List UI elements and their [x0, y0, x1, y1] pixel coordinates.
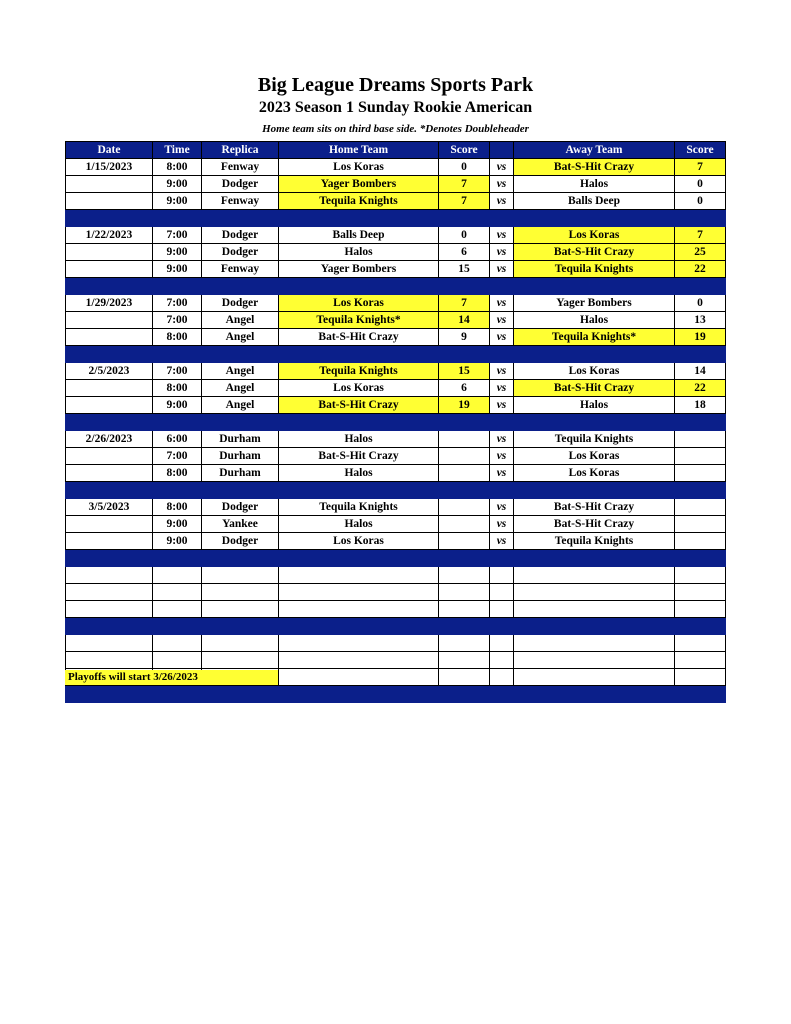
- separator-cell: [490, 550, 514, 567]
- game-row: [66, 431, 726, 448]
- home-team-cell: Tequila Knights: [279, 363, 439, 380]
- home-team-cell: Yager Bombers: [279, 261, 439, 278]
- empty-cell: [514, 567, 675, 584]
- separator-cell: [279, 414, 439, 431]
- date-cell: [66, 329, 153, 346]
- empty-cell: [153, 635, 202, 652]
- separator-cell: [66, 482, 153, 499]
- home-team-cell: Tequila Knights: [279, 499, 439, 516]
- separator-cell: [202, 550, 279, 567]
- game-row: [66, 380, 726, 397]
- date-cell: [66, 465, 153, 482]
- replica-cell: Angel: [202, 380, 279, 397]
- empty-cell: [514, 669, 675, 686]
- home-score-cell: [439, 448, 490, 465]
- vs-cell: vs: [490, 380, 514, 397]
- time-cell: 8:00: [153, 329, 202, 346]
- home-team-cell: Balls Deep: [279, 227, 439, 244]
- away-team-cell: Balls Deep: [514, 193, 675, 210]
- home-score-cell: 9: [439, 329, 490, 346]
- game-row: [66, 448, 726, 465]
- home-score-cell: 15: [439, 363, 490, 380]
- separator-cell: [675, 686, 726, 703]
- vs-cell: vs: [490, 261, 514, 278]
- home-team-cell: Halos: [279, 516, 439, 533]
- vs-cell: vs: [490, 193, 514, 210]
- separator-cell: [202, 414, 279, 431]
- separator-cell: [490, 414, 514, 431]
- date-cell: [66, 244, 153, 261]
- replica-cell: Fenway: [202, 261, 279, 278]
- separator-row: [66, 346, 726, 363]
- date-cell: 3/5/2023: [66, 499, 153, 516]
- vs-cell: vs: [490, 176, 514, 193]
- home-score-cell: 6: [439, 244, 490, 261]
- empty-row: [66, 567, 726, 584]
- separator-cell: [153, 414, 202, 431]
- time-cell: 7:00: [153, 363, 202, 380]
- date-cell: [66, 397, 153, 414]
- vs-cell: vs: [490, 465, 514, 482]
- col-header-home-score: Score: [439, 142, 490, 159]
- separator-row: [66, 278, 726, 295]
- replica-cell: Angel: [202, 312, 279, 329]
- date-cell: [66, 176, 153, 193]
- separator-cell: [675, 618, 726, 635]
- game-row: [66, 295, 726, 312]
- empty-row: [66, 635, 726, 652]
- time-cell: 7:00: [153, 448, 202, 465]
- separator-cell: [514, 278, 675, 295]
- separator-cell: [153, 550, 202, 567]
- separator-cell: [514, 346, 675, 363]
- game-row: [66, 193, 726, 210]
- time-cell: 8:00: [153, 159, 202, 176]
- schedule-body: [66, 159, 726, 703]
- home-score-cell: [439, 533, 490, 550]
- separator-cell: [514, 414, 675, 431]
- game-row: [66, 533, 726, 550]
- home-score-cell: [439, 499, 490, 516]
- separator-cell: [490, 482, 514, 499]
- away-team-cell: Tequila Knights: [514, 261, 675, 278]
- separator-cell: [675, 210, 726, 227]
- empty-cell: [675, 601, 726, 618]
- separator-row: [66, 210, 726, 227]
- separator-cell: [279, 618, 439, 635]
- separator-cell: [514, 482, 675, 499]
- empty-cell: [490, 669, 514, 686]
- separator-cell: [675, 278, 726, 295]
- home-team-cell: Bat-S-Hit Crazy: [279, 397, 439, 414]
- home-score-cell: 7: [439, 295, 490, 312]
- time-cell: 9:00: [153, 193, 202, 210]
- home-score-cell: 14: [439, 312, 490, 329]
- date-cell: [66, 193, 153, 210]
- home-team-cell: Los Koras: [279, 295, 439, 312]
- away-team-cell: Bat-S-Hit Crazy: [514, 499, 675, 516]
- separator-cell: [279, 686, 439, 703]
- page-title: Big League Dreams Sports Park: [257, 74, 534, 96]
- empty-cell: [153, 567, 202, 584]
- away-team-cell: Bat-S-Hit Crazy: [514, 159, 675, 176]
- home-team-cell: Halos: [279, 465, 439, 482]
- vs-cell: vs: [490, 312, 514, 329]
- home-score-cell: 15: [439, 261, 490, 278]
- separator-row: [66, 414, 726, 431]
- vs-cell: vs: [490, 516, 514, 533]
- empty-cell: [279, 635, 439, 652]
- away-score-cell: 0: [675, 176, 726, 193]
- empty-cell: [439, 669, 490, 686]
- away-score-cell: 13: [675, 312, 726, 329]
- separator-cell: [439, 278, 490, 295]
- away-team-cell: Los Koras: [514, 363, 675, 380]
- game-row: [66, 227, 726, 244]
- separator-cell: [514, 550, 675, 567]
- vs-cell: vs: [490, 448, 514, 465]
- col-header-replica: Replica: [202, 142, 279, 159]
- game-row: [66, 159, 726, 176]
- replica-cell: Angel: [202, 329, 279, 346]
- empty-cell: [490, 584, 514, 601]
- separator-cell: [675, 550, 726, 567]
- date-cell: [66, 516, 153, 533]
- col-header-date: Date: [66, 142, 153, 159]
- home-score-cell: [439, 465, 490, 482]
- home-team-cell: Los Koras: [279, 380, 439, 397]
- away-score-cell: 22: [675, 261, 726, 278]
- separator-cell: [279, 278, 439, 295]
- replica-cell: Fenway: [202, 159, 279, 176]
- away-score-cell: 0: [675, 295, 726, 312]
- empty-cell: [514, 584, 675, 601]
- away-team-cell: Bat-S-Hit Crazy: [514, 516, 675, 533]
- separator-cell: [153, 210, 202, 227]
- separator-cell: [66, 550, 153, 567]
- game-row: [66, 397, 726, 414]
- separator-cell: [153, 482, 202, 499]
- replica-cell: Durham: [202, 465, 279, 482]
- replica-cell: Dodger: [202, 176, 279, 193]
- vs-cell: vs: [490, 159, 514, 176]
- separator-row: [66, 686, 726, 703]
- separator-cell: [66, 686, 153, 703]
- empty-row: [66, 601, 726, 618]
- home-score-cell: 6: [439, 380, 490, 397]
- empty-cell: [675, 567, 726, 584]
- away-score-cell: [675, 499, 726, 516]
- separator-row: [66, 618, 726, 635]
- away-team-cell: Los Koras: [514, 448, 675, 465]
- empty-cell: [439, 601, 490, 618]
- empty-cell: [66, 635, 153, 652]
- separator-cell: [202, 210, 279, 227]
- date-cell: [66, 380, 153, 397]
- separator-cell: [490, 686, 514, 703]
- vs-cell: vs: [490, 397, 514, 414]
- separator-cell: [675, 346, 726, 363]
- empty-cell: [514, 601, 675, 618]
- separator-cell: [279, 482, 439, 499]
- empty-cell: [439, 652, 490, 669]
- time-cell: 6:00: [153, 431, 202, 448]
- home-team-cell: Halos: [279, 431, 439, 448]
- separator-row: [66, 550, 726, 567]
- col-header-away-team: Away Team: [514, 142, 675, 159]
- game-row: [66, 516, 726, 533]
- empty-cell: [279, 567, 439, 584]
- schedule-note: Home team sits on third base side. *Denotes Doubleheader: [262, 123, 529, 135]
- empty-cell: [279, 584, 439, 601]
- replica-cell: Dodger: [202, 499, 279, 516]
- empty-cell: [202, 635, 279, 652]
- date-cell: 1/22/2023: [66, 227, 153, 244]
- empty-cell: [514, 652, 675, 669]
- separator-cell: [439, 346, 490, 363]
- empty-cell: [202, 652, 279, 669]
- empty-cell: [490, 601, 514, 618]
- away-score-cell: [675, 533, 726, 550]
- vs-cell: vs: [490, 227, 514, 244]
- empty-row: [66, 584, 726, 601]
- separator-cell: [66, 618, 153, 635]
- playoffs-note: Playoffs will start 3/26/2023: [65, 670, 278, 685]
- away-team-cell: Tequila Knights*: [514, 329, 675, 346]
- vs-cell: vs: [490, 329, 514, 346]
- separator-row: [66, 482, 726, 499]
- replica-cell: Dodger: [202, 227, 279, 244]
- away-team-cell: Los Koras: [514, 227, 675, 244]
- away-score-cell: 25: [675, 244, 726, 261]
- empty-cell: [153, 584, 202, 601]
- separator-cell: [490, 618, 514, 635]
- time-cell: 7:00: [153, 295, 202, 312]
- time-cell: 8:00: [153, 499, 202, 516]
- away-score-cell: [675, 516, 726, 533]
- home-team-cell: Tequila Knights*: [279, 312, 439, 329]
- col-header-vs: [490, 142, 514, 159]
- vs-cell: vs: [490, 363, 514, 380]
- game-row: [66, 312, 726, 329]
- date-cell: 2/5/2023: [66, 363, 153, 380]
- empty-cell: [202, 584, 279, 601]
- away-score-cell: [675, 448, 726, 465]
- home-score-cell: 0: [439, 159, 490, 176]
- empty-cell: [675, 669, 726, 686]
- date-cell: 1/29/2023: [66, 295, 153, 312]
- empty-cell: [66, 584, 153, 601]
- game-row: [66, 329, 726, 346]
- empty-cell: [490, 635, 514, 652]
- away-score-cell: 19: [675, 329, 726, 346]
- away-score-cell: [675, 465, 726, 482]
- separator-cell: [490, 210, 514, 227]
- separator-cell: [66, 414, 153, 431]
- game-row: [66, 261, 726, 278]
- home-score-cell: [439, 516, 490, 533]
- away-score-cell: 7: [675, 159, 726, 176]
- separator-cell: [279, 346, 439, 363]
- replica-cell: Dodger: [202, 244, 279, 261]
- away-score-cell: 18: [675, 397, 726, 414]
- game-row: [66, 465, 726, 482]
- time-cell: 9:00: [153, 244, 202, 261]
- away-team-cell: Bat-S-Hit Crazy: [514, 380, 675, 397]
- time-cell: 9:00: [153, 516, 202, 533]
- empty-cell: [202, 601, 279, 618]
- empty-cell: [66, 601, 153, 618]
- replica-cell: Durham: [202, 431, 279, 448]
- away-team-cell: Los Koras: [514, 465, 675, 482]
- date-cell: [66, 312, 153, 329]
- empty-cell: [490, 652, 514, 669]
- home-team-cell: Tequila Knights: [279, 193, 439, 210]
- separator-cell: [279, 210, 439, 227]
- separator-cell: [66, 346, 153, 363]
- empty-cell: [439, 584, 490, 601]
- separator-cell: [439, 210, 490, 227]
- replica-cell: Dodger: [202, 533, 279, 550]
- empty-cell: [153, 601, 202, 618]
- home-team-cell: Los Koras: [279, 533, 439, 550]
- home-score-cell: 7: [439, 176, 490, 193]
- separator-cell: [153, 346, 202, 363]
- separator-cell: [490, 346, 514, 363]
- home-score-cell: 7: [439, 193, 490, 210]
- time-cell: 8:00: [153, 380, 202, 397]
- separator-cell: [439, 482, 490, 499]
- empty-cell: [66, 567, 153, 584]
- game-row: [66, 363, 726, 380]
- page-subtitle: 2023 Season 1 Sunday Rookie American: [258, 99, 533, 116]
- separator-cell: [514, 686, 675, 703]
- home-team-cell: Bat-S-Hit Crazy: [279, 329, 439, 346]
- away-team-cell: Halos: [514, 176, 675, 193]
- schedule-table: [65, 141, 726, 703]
- separator-cell: [202, 346, 279, 363]
- empty-cell: [675, 635, 726, 652]
- separator-cell: [514, 210, 675, 227]
- away-score-cell: 0: [675, 193, 726, 210]
- time-cell: 7:00: [153, 312, 202, 329]
- vs-cell: vs: [490, 244, 514, 261]
- replica-cell: Fenway: [202, 193, 279, 210]
- separator-cell: [153, 686, 202, 703]
- separator-cell: [439, 618, 490, 635]
- time-cell: 8:00: [153, 465, 202, 482]
- away-team-cell: Yager Bombers: [514, 295, 675, 312]
- date-cell: [66, 533, 153, 550]
- vs-cell: vs: [490, 295, 514, 312]
- away-team-cell: Tequila Knights: [514, 431, 675, 448]
- away-team-cell: Halos: [514, 312, 675, 329]
- separator-cell: [675, 482, 726, 499]
- vs-cell: vs: [490, 533, 514, 550]
- header-row: [66, 142, 726, 159]
- separator-cell: [202, 618, 279, 635]
- time-cell: 9:00: [153, 261, 202, 278]
- away-team-cell: Bat-S-Hit Crazy: [514, 244, 675, 261]
- col-header-away-score: Score: [675, 142, 726, 159]
- replica-cell: Angel: [202, 363, 279, 380]
- home-score-cell: 0: [439, 227, 490, 244]
- away-team-cell: Tequila Knights: [514, 533, 675, 550]
- home-team-cell: Bat-S-Hit Crazy: [279, 448, 439, 465]
- time-cell: 9:00: [153, 533, 202, 550]
- date-cell: [66, 261, 153, 278]
- replica-cell: Angel: [202, 397, 279, 414]
- empty-cell: [439, 635, 490, 652]
- empty-cell: [514, 635, 675, 652]
- separator-cell: [514, 618, 675, 635]
- separator-cell: [439, 686, 490, 703]
- vs-cell: vs: [490, 431, 514, 448]
- empty-cell: [279, 652, 439, 669]
- home-score-cell: [439, 431, 490, 448]
- away-score-cell: 7: [675, 227, 726, 244]
- separator-cell: [279, 550, 439, 567]
- away-score-cell: 22: [675, 380, 726, 397]
- home-team-cell: Los Koras: [279, 159, 439, 176]
- empty-cell: [66, 652, 153, 669]
- time-cell: 9:00: [153, 397, 202, 414]
- empty-cell: [675, 584, 726, 601]
- empty-cell: [439, 567, 490, 584]
- empty-cell: [153, 652, 202, 669]
- time-cell: 9:00: [153, 176, 202, 193]
- empty-row: [66, 652, 726, 669]
- separator-cell: [439, 414, 490, 431]
- home-score-cell: 19: [439, 397, 490, 414]
- separator-cell: [66, 278, 153, 295]
- vs-cell: vs: [490, 499, 514, 516]
- empty-cell: [279, 669, 439, 686]
- replica-cell: Durham: [202, 448, 279, 465]
- empty-cell: [490, 567, 514, 584]
- home-team-cell: Halos: [279, 244, 439, 261]
- col-header-home-team: Home Team: [279, 142, 439, 159]
- separator-cell: [202, 278, 279, 295]
- away-team-cell: Halos: [514, 397, 675, 414]
- empty-cell: [675, 652, 726, 669]
- separator-cell: [439, 550, 490, 567]
- empty-cell: [279, 601, 439, 618]
- game-row: [66, 499, 726, 516]
- separator-cell: [202, 482, 279, 499]
- home-team-cell: Yager Bombers: [279, 176, 439, 193]
- separator-cell: [153, 618, 202, 635]
- time-cell: 7:00: [153, 227, 202, 244]
- date-cell: [66, 448, 153, 465]
- replica-cell: Dodger: [202, 295, 279, 312]
- date-cell: 1/15/2023: [66, 159, 153, 176]
- separator-cell: [66, 210, 153, 227]
- date-cell: 2/26/2023: [66, 431, 153, 448]
- separator-cell: [490, 278, 514, 295]
- col-header-time: Time: [153, 142, 202, 159]
- replica-cell: Yankee: [202, 516, 279, 533]
- separator-cell: [202, 686, 279, 703]
- empty-cell: [202, 567, 279, 584]
- game-row: [66, 244, 726, 261]
- game-row: [66, 176, 726, 193]
- separator-cell: [675, 414, 726, 431]
- away-score-cell: 14: [675, 363, 726, 380]
- away-score-cell: [675, 431, 726, 448]
- separator-cell: [153, 278, 202, 295]
